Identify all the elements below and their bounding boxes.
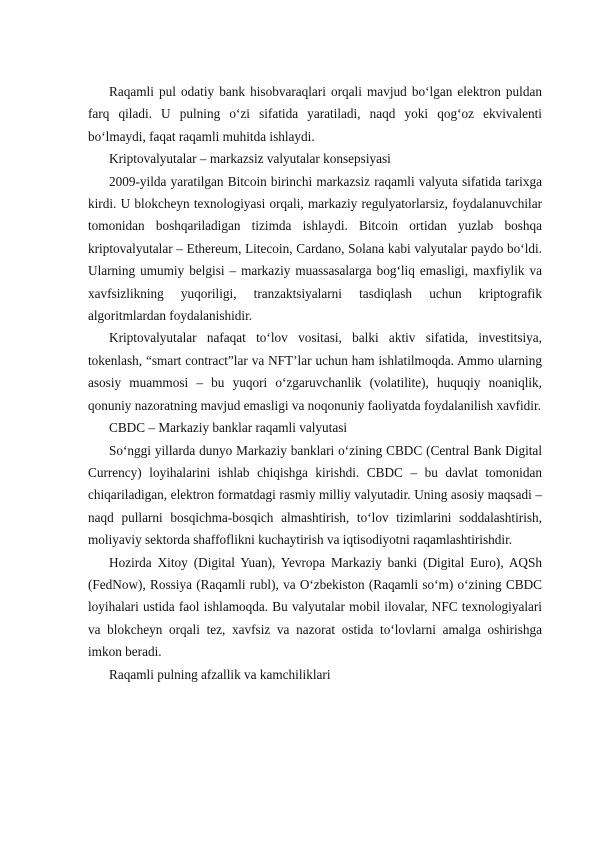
paragraph-crypto-uses: Kriptovalyutalar nafaqat to‘lov vositasi, balki aktiv sifatida, investitsiya, tokenlash, “smart contract”lar va NFT’lar uchun ham ishlatilmoqda. Ammo ularning asosiy muammosi – bu yuqori o‘zgaruvchanlik (volatilite), huquqiy noaniqlik, qonuniy nazoratning mavjud emasligi va noqonuniy faoliyatda foydalanilish xavfidir. <box>88 330 542 413</box>
paragraph-cbdc-countries: Hozirda Xitoy (Digital Yuan), Yevropa Markaziy banki (Digital Euro), AQSh (FedNow), Rossiya (Raqamli rubl), va O‘zbekiston (Raqamli so‘m) o‘zining CBDC loyihalari ustida faol ishlamoqda. Bu valyutalar mobil ilovalar, NFC texnologiyalari va blokcheyn orqali tez, xavfsiz va nazorat ostida to‘lovlarni amalga oshirishga imkon beradi. <box>88 554 542 660</box>
paragraph-cbdc-projects: So‘nggi yillarda dunyo Markaziy banklari o‘zining CBDC (Central Bank Digital Currency) loyihalarini ishlab chiqishga kirishdi. CBDC – bu davlat tomonidan chiqariladigan, elektron formatdagi rasmiy milliy valyutadir. Uning asosiy maqsadi – naqd pullarni bosqichma-bosqich almashtirish, to‘lov tizimlarini soddalashtirish, moliyaviy sektorda shaffoflikni kuchaytirish va iqtisodiyotni raqamlashtirishdir. <box>88 442 542 548</box>
heading-cbdc: CBDC – Markaziy banklar raqamli valyutasi <box>109 420 348 436</box>
paragraph-bitcoin: 2009-yilda yaratilgan Bitcoin birinchi markazsiz raqamli valyuta sifatida tarixga kirdi. U blokcheyn texnologiyasi orqali, markaziy regulyatorlarsiz, foydalanuvchilar tomonidan boshqariladigan tizimda ishlaydi. Bitcoin ortidan yuzlab boshqa kriptovalyutalar – Ethereum, Litecoin, Cardano, Solana kabi valyutalar paydo bo‘ldi. Ularning umumiy belgisi – markaziy muassasalarga bog‘liq emasligi, maxfiylik va xavfsizlikning yuqoriligi, tranzaktsiyalarni tasdiqlash uchun kriptografik algoritmlardan foydalanishidir. <box>88 173 542 324</box>
paragraph-digital-money: Raqamli pul odatiy bank hisobvaraqlari orqali mavjud bo‘lgan elektron puldan farq qiladi. U pulning o‘zi sifatida yaratiladi, naqd yoki qog‘oz ekvivalenti bo‘lmaydi, faqat raqamli muhitda ishlaydi. <box>88 84 542 144</box>
heading-cryptocurrencies: Kriptovalyutalar – markazsiz valyutalar konsepsiyasi <box>109 151 391 167</box>
document-page <box>88 81 542 686</box>
heading-advantages: Raqamli pulning afzallik va kamchiliklari <box>109 666 331 682</box>
